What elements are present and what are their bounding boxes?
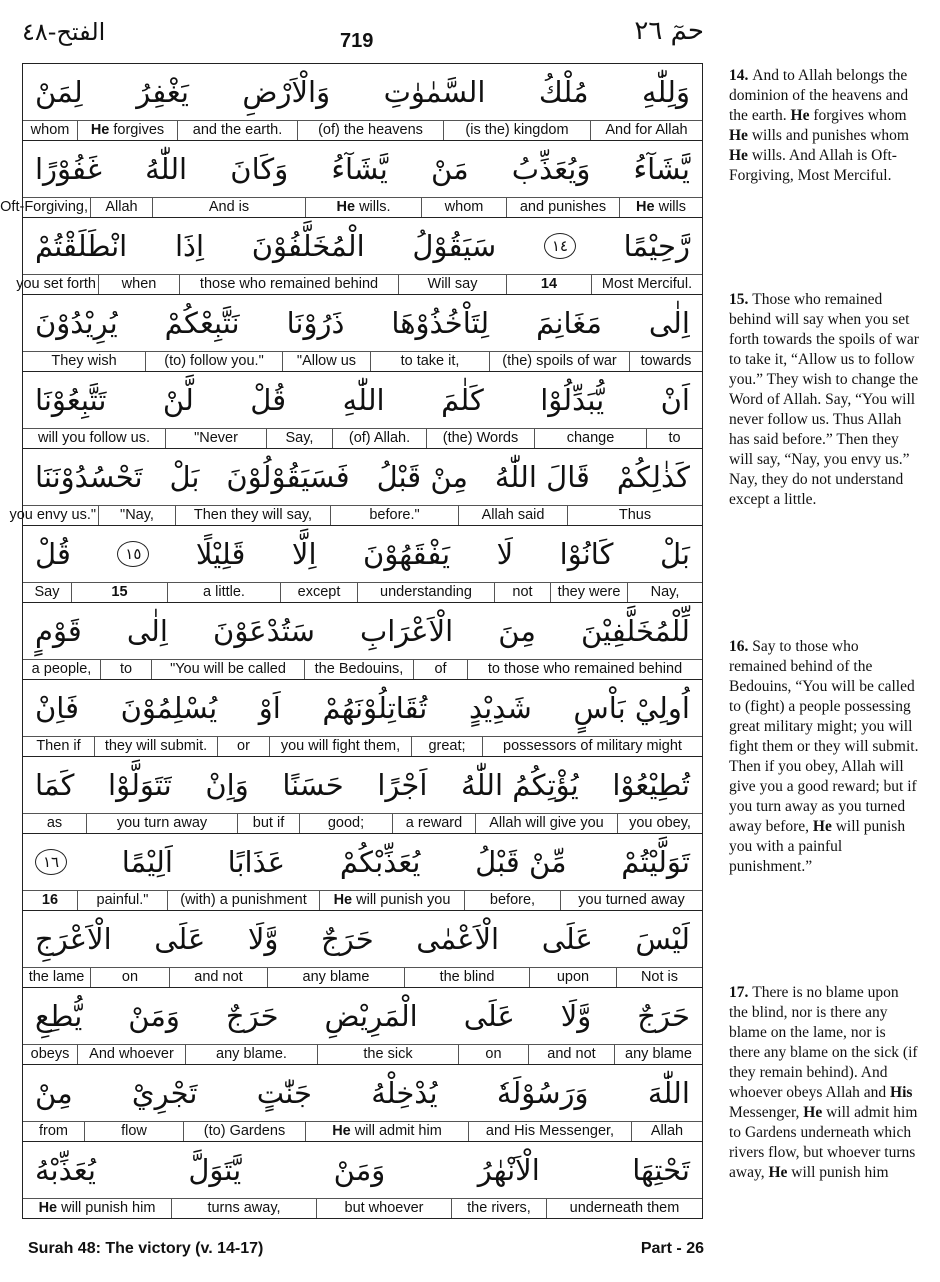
verse-row [23, 834, 702, 911]
arabic-word: تُطِيْعُوْا [612, 768, 690, 802]
arabic-word: عَلَى [463, 999, 515, 1033]
arabic-word: وَاِنْ [205, 768, 249, 802]
arabic-word: بَلْ [169, 460, 200, 494]
arabic-word: فَسَيَقُوْلُوْنَ [226, 460, 350, 494]
arabic-word: رَّحِيْمًا [623, 229, 690, 263]
english-gloss-cell: they were [550, 583, 627, 602]
arabic-word: اِذَا [174, 229, 205, 263]
verse-row [23, 295, 702, 372]
english-gloss-cell: on [90, 968, 169, 987]
english-gloss-cell: any blame. [185, 1045, 317, 1064]
english-gloss-cell: towards [629, 352, 702, 371]
translation-verse-number: 17. [729, 984, 753, 1001]
english-gloss-cell: turns away, [171, 1199, 316, 1218]
english-gloss-cell: or [217, 737, 269, 756]
arabic-word: الْمُخَلَّفُوْنَ [251, 229, 365, 263]
english-gloss-cell: any blame [614, 1045, 702, 1064]
arabic-word: يَفْقَهُوْنَ [363, 537, 451, 571]
english-gloss-cell: Allah will give you [475, 814, 617, 833]
arabic-word: اَنْ [660, 383, 690, 417]
english-gloss-cell: He forgives [77, 121, 177, 140]
word-by-word-grid [0, 63, 703, 1219]
verse-row [23, 1142, 702, 1218]
arabic-word: السَّمٰوٰتِ [383, 75, 486, 109]
verse-row [23, 64, 702, 141]
english-gloss-cell: and not [169, 968, 267, 987]
verse-row [23, 988, 702, 1065]
arabic-word: اللّٰهُ [145, 152, 188, 186]
arabic-line [23, 603, 702, 660]
arabic-word: الْاَعْرَجِ [35, 922, 112, 956]
verse-translation [729, 290, 919, 510]
arabic-word: كَمَا [35, 768, 75, 802]
english-gloss-line [23, 352, 702, 371]
arabic-line [23, 449, 702, 506]
juz-name-arabic: حمٓ ٢٦ [634, 16, 704, 46]
english-gloss-cell: (to) Gardens [183, 1122, 305, 1141]
arabic-word: كَلٰمَ [441, 383, 484, 417]
english-gloss-cell: underneath them [546, 1199, 702, 1218]
arabic-word: عَلَى [154, 922, 206, 956]
arabic-word: الْاَنْهٰرُ [477, 1153, 540, 1187]
english-gloss-cell: painful." [77, 891, 167, 910]
arabic-word: وَلِلّٰهِ [641, 75, 690, 109]
arabic-word: قَوْمٍ [35, 614, 82, 648]
english-gloss-cell: those who remained behind [179, 275, 398, 294]
english-gloss-cell: And is [152, 198, 305, 217]
english-gloss-cell: you obey, [617, 814, 702, 833]
english-gloss-cell: (is the) kingdom [443, 121, 590, 140]
english-gloss-cell: a people, [31, 661, 92, 677]
arabic-word: يُرِيْدُوْنَ [35, 306, 118, 340]
arabic-word: يُعَذِّبْهُ [35, 1153, 96, 1187]
english-gloss-cell: Say, [266, 429, 332, 448]
arabic-word: الْمَرِيْضِ [324, 999, 418, 1033]
english-gloss-line [23, 660, 702, 679]
english-gloss-cell: (of) the heavens [297, 121, 443, 140]
arabic-word: كَانُوْا [559, 537, 614, 571]
verse-row [23, 603, 702, 680]
english-gloss-cell: (with) a punishment [167, 891, 319, 910]
english-gloss-cell: any blame [267, 968, 404, 987]
arabic-word: وَمَنْ [128, 999, 180, 1033]
english-gloss-cell: He will admit him [305, 1122, 468, 1141]
english-gloss-cell: Will say [398, 275, 506, 294]
arabic-word: مُلْكُ [538, 75, 589, 109]
translation-text: There is no blame upon the blind, nor is there any blame on the lame, nor is there any blame on the sick (if they remain behind). And whoever obeys Allah and His Messenger, He will admit him to Gardens underneath which rivers flow, but whoever turns away, He will punish him [729, 984, 918, 1181]
arabic-word: يُسْلِمُوْنَ [120, 691, 218, 725]
english-gloss-cell: possessors of military might [482, 737, 702, 756]
english-gloss-cell: 16 [41, 892, 59, 908]
english-gloss-cell: flow [84, 1122, 183, 1141]
arabic-word: اِلٰى [126, 614, 168, 648]
page-number: 719 [340, 30, 374, 52]
english-gloss-cell: to those who remained behind [467, 660, 702, 679]
english-gloss-cell: on [458, 1045, 528, 1064]
arabic-word: الْاَعْرَابِ [359, 614, 454, 648]
english-gloss-line [23, 583, 702, 602]
arabic-word: اللّٰهِ [342, 383, 385, 417]
verse-row [23, 372, 702, 449]
english-gloss-cell: the sick [317, 1045, 458, 1064]
english-gloss-cell: from [39, 1123, 68, 1139]
translation-text: Those who remained behind will say when you set forth towards the spoils of war to take it, “Allow us to follow you.” They wish to change the Word of Allah. Say, “You will never follow us. Thus Allah has said before.” Then they will say, “Nay, you envy us.” Nay, they do not understand except a little. [729, 291, 919, 508]
verse-row [23, 680, 702, 757]
arabic-word: وَيُعَذِّبُ [511, 152, 591, 186]
translation-verse-number: 14. [729, 67, 753, 84]
arabic-word: سَيَقُوْلُ [412, 229, 497, 263]
english-gloss-cell: Most Merciful. [591, 275, 702, 294]
english-gloss-cell: whom [421, 198, 506, 217]
arabic-word: اللّٰهَ [647, 1076, 690, 1110]
english-gloss-cell: the blind [404, 968, 529, 987]
english-gloss-cell: a reward [392, 814, 475, 833]
arabic-word: لِّلْمُخَلَّفِيْنَ [580, 614, 690, 648]
arabic-word: يُؤْتِكُمُ اللّٰهُ [461, 768, 579, 802]
page-header [0, 0, 940, 60]
english-gloss-line [23, 737, 702, 756]
english-gloss-cell: but whoever [316, 1199, 451, 1218]
english-gloss-cell: "Allow us [282, 352, 370, 371]
arabic-word: اَوْ [258, 691, 281, 725]
arabic-word: فَاِنْ [35, 691, 79, 725]
arabic-word: تَتَوَلَّوْا [108, 768, 172, 802]
arabic-word: لِمَنْ [35, 75, 83, 109]
arabic-line [23, 218, 702, 275]
arabic-word: اَجْرًا [377, 768, 428, 802]
english-gloss-cell: and punishes [506, 198, 619, 217]
verse-row [23, 911, 702, 988]
arabic-line [23, 295, 702, 352]
arabic-line [23, 141, 702, 198]
verse-translation [729, 983, 919, 1183]
english-gloss-cell: He will punish him [38, 1200, 156, 1216]
arabic-word: يَّشَآءُ [331, 152, 388, 186]
surah-title: Surah 48: The victory (v. 14-17) [28, 1240, 264, 1257]
arabic-word: حَرَجٌ [225, 999, 279, 1033]
arabic-word: مِنَ [498, 614, 536, 648]
english-gloss-cell: you turn away [86, 814, 237, 833]
arabic-line [23, 680, 702, 737]
arabic-word: بَلْ [659, 537, 690, 571]
english-gloss-line [23, 1199, 702, 1218]
translation-text: And to Allah belongs the dominion of the heavens and the earth. He forgives whom He wills and punishes whom He wills. And Allah is Oft-Forgiving, Most Merciful. [729, 67, 909, 184]
part-label: Part - 26 [640, 1240, 704, 1257]
page-footer [28, 1240, 704, 1258]
arabic-word: قَلِيْلًا [195, 537, 246, 571]
verse-row [23, 1065, 702, 1142]
english-gloss-line [0, 198, 702, 217]
english-gloss-cell: Then if [36, 738, 81, 754]
english-gloss-line [23, 891, 702, 910]
english-gloss-line [23, 814, 702, 833]
arabic-line [23, 372, 702, 429]
arabic-word: تَحْتِهَا [632, 1153, 690, 1187]
english-gloss-cell: great; [411, 737, 482, 756]
arabic-word: وَّلَا [247, 922, 279, 956]
arabic-word: جَنّٰتٍ [256, 1076, 312, 1110]
arabic-word: اِلَّا [291, 537, 317, 571]
english-gloss-cell: understanding [357, 583, 494, 602]
english-gloss-cell: of [413, 660, 467, 679]
arabic-word: حَرَجٌ [321, 922, 374, 956]
english-gloss-cell: He wills [619, 198, 702, 217]
english-gloss-cell: except [280, 583, 357, 602]
english-gloss-cell: as [46, 815, 63, 831]
english-gloss-cell: He wills. [305, 198, 421, 217]
english-gloss-cell: the rivers, [451, 1199, 546, 1218]
arabic-word: مِّنْ قَبْلُ [475, 845, 567, 879]
english-gloss-cell: you will fight them, [269, 737, 411, 756]
english-gloss-cell: the lame [28, 969, 85, 985]
surah-name-arabic: الفتح-٤٨ [22, 18, 106, 46]
arabic-word: لَيْسَ [635, 922, 690, 956]
arabic-word: اُولِيْ بَاْسٍ [573, 691, 690, 725]
arabic-line [23, 988, 702, 1045]
english-gloss-cell: to [100, 660, 151, 679]
arabic-word: يَّتَوَلَّ [188, 1153, 242, 1187]
arabic-word: وَّلَا [560, 999, 592, 1033]
arabic-line [23, 834, 702, 891]
verse-row [0, 141, 702, 218]
english-gloss-line [23, 1045, 702, 1064]
arabic-word: يُّبَدِّلُوْا [540, 383, 605, 417]
english-gloss-cell: Allah [631, 1122, 702, 1141]
english-gloss-cell: change [534, 429, 646, 448]
arabic-word: وَالْاَرْضِ [242, 75, 331, 109]
arabic-word: تَوَلَّيْتُمْ [621, 845, 690, 879]
english-gloss-line [23, 121, 702, 140]
english-gloss-cell: a little. [167, 583, 280, 602]
translation-verse-number: 16. [729, 638, 753, 655]
english-gloss-cell: He will punish you [319, 891, 464, 910]
english-gloss-cell: Then they will say, [175, 506, 330, 525]
english-gloss-cell: you set forth [16, 276, 96, 292]
verse-translation [729, 66, 919, 186]
english-gloss-cell: 14 [506, 275, 591, 294]
arabic-line [23, 526, 702, 583]
english-gloss-cell: to take it, [370, 352, 489, 371]
english-gloss-cell: upon [529, 968, 616, 987]
arabic-word: نَتَّبِعْكُمْ [164, 306, 240, 340]
english-gloss-line [16, 275, 702, 294]
english-gloss-cell: "Never [165, 429, 266, 448]
arabic-word: كَذٰلِكُمْ [616, 460, 690, 494]
english-gloss-cell: Allah said [458, 506, 567, 525]
english-gloss-cell: (of) Allah. [332, 429, 426, 448]
english-gloss-cell: They wish [51, 353, 117, 369]
english-gloss-cell: Not is [616, 968, 702, 987]
arabic-word: تَتَّبِعُوْنَا [35, 383, 107, 417]
verse-number-marker: ١٦ [35, 849, 67, 875]
english-gloss-cell: (the) spoils of war [489, 352, 629, 371]
english-gloss-cell: but if [237, 814, 299, 833]
english-gloss-cell: Thus [567, 506, 702, 525]
arabic-word: تُقَاتِلُوْنَهُمْ [322, 691, 428, 725]
arabic-word: عَذَابًا [227, 845, 286, 879]
english-gloss-cell: "Nay, [98, 506, 175, 525]
english-gloss-cell: they will submit. [94, 737, 217, 756]
arabic-line [23, 1065, 702, 1122]
translation-verse-number: 15. [729, 291, 753, 308]
english-gloss-cell: 15 [71, 583, 167, 602]
arabic-word: شَدِيْدٍ [468, 691, 532, 725]
verse-translation [729, 637, 919, 877]
english-gloss-cell: and His Messenger, [468, 1122, 631, 1141]
english-gloss-cell: when [98, 275, 179, 294]
arabic-word: يُّطِعِ [35, 999, 83, 1033]
arabic-word: سَتُدْعَوْنَ [213, 614, 315, 648]
english-gloss-cell: And for Allah [590, 121, 702, 140]
verse-row [23, 757, 702, 834]
english-gloss-cell: Say [34, 584, 60, 600]
english-gloss-cell: (the) Words [426, 429, 534, 448]
english-gloss-cell: Nay, [627, 583, 702, 602]
arabic-word: ذَرُوْنَا [286, 306, 345, 340]
arabic-word: وَمَنْ [333, 1153, 386, 1187]
english-gloss-line [23, 1122, 702, 1141]
english-gloss-cell: and not [528, 1045, 614, 1064]
arabic-word: لِتَاْخُذُوْهَا [391, 306, 490, 340]
verse-row [9, 449, 702, 526]
arabic-word: تَحْسُدُوْنَنَا [35, 460, 143, 494]
arabic-word: تَجْرِيْ [131, 1076, 198, 1110]
english-gloss-cell: you turned away [560, 891, 702, 910]
arabic-word: حَسَنًا [282, 768, 344, 802]
arabic-word: قُلْ [35, 537, 71, 571]
arabic-line [23, 64, 702, 121]
english-gloss-line [9, 506, 702, 525]
verse-row [16, 218, 702, 295]
arabic-word: مَغَانِمَ [536, 306, 602, 340]
english-gloss-cell: and the earth. [177, 121, 297, 140]
arabic-word: يُدْخِلْهُ [371, 1076, 438, 1110]
english-gloss-cell: to [646, 429, 702, 448]
arabic-word: قُلْ [250, 383, 287, 417]
arabic-line [23, 911, 702, 968]
arabic-word: يَّشَآءُ [633, 152, 690, 186]
english-gloss-cell: will you follow us. [37, 430, 150, 446]
english-gloss-cell: Oft-Forgiving, [0, 199, 88, 215]
arabic-word: لَا [496, 537, 514, 571]
english-gloss-cell: you envy us." [9, 507, 96, 523]
english-gloss-cell: not [494, 583, 550, 602]
english-gloss-cell: before." [330, 506, 458, 525]
arabic-word: لَّنْ [162, 383, 194, 417]
arabic-word: الْاَعْمٰى [416, 922, 500, 956]
verse-row [23, 526, 702, 603]
english-gloss-cell: (to) follow you." [145, 352, 282, 371]
english-gloss-cell: the Bedouins, [304, 660, 413, 679]
arabic-word: اِلٰى [648, 306, 690, 340]
arabic-line [23, 757, 702, 814]
arabic-word: اَلِيْمًا [121, 845, 173, 879]
arabic-line [23, 1142, 702, 1199]
english-gloss-cell: "You will be called [151, 660, 304, 679]
english-gloss-cell: whom [30, 122, 70, 138]
arabic-word: حَرَجٌ [637, 999, 690, 1033]
arabic-word: عَلَى [541, 922, 593, 956]
arabic-word: يُعَذِّبْكُمْ [339, 845, 421, 879]
english-gloss-cell: obeys [30, 1046, 70, 1062]
verse-number-marker: ١٥ [117, 541, 149, 567]
english-gloss-cell: good; [299, 814, 392, 833]
arabic-word: مِنْ [35, 1076, 73, 1110]
english-gloss-cell: Allah [90, 198, 152, 217]
translation-text: Say to those who remained behind of the Bedouins, “You will be called to (fight) a people possessing great military might; you will fight them or they will submit. Then if you obey, Allah will give you a good reward; but if you turn away as you turned away before, He will punish you with a painful punishment.” [729, 638, 919, 875]
english-gloss-cell: before, [464, 891, 560, 910]
arabic-word: وَرَسُوْلَهٗ [496, 1076, 589, 1110]
english-gloss-line [23, 429, 702, 448]
english-gloss-cell: And whoever [77, 1045, 185, 1064]
arabic-word: مِنْ قَبْلُ [376, 460, 468, 494]
arabic-word: انْطَلَقْتُمْ [35, 229, 128, 263]
english-gloss-line [23, 968, 702, 987]
arabic-word: مَنْ [431, 152, 469, 186]
verse-number-marker: ١٤ [544, 233, 576, 259]
arabic-word: وَكَانَ [230, 152, 289, 186]
arabic-word: قَالَ اللّٰهُ [494, 460, 590, 494]
arabic-word: غَفُوْرًا [35, 152, 102, 186]
arabic-word: يَغْفِرُ [136, 75, 189, 109]
